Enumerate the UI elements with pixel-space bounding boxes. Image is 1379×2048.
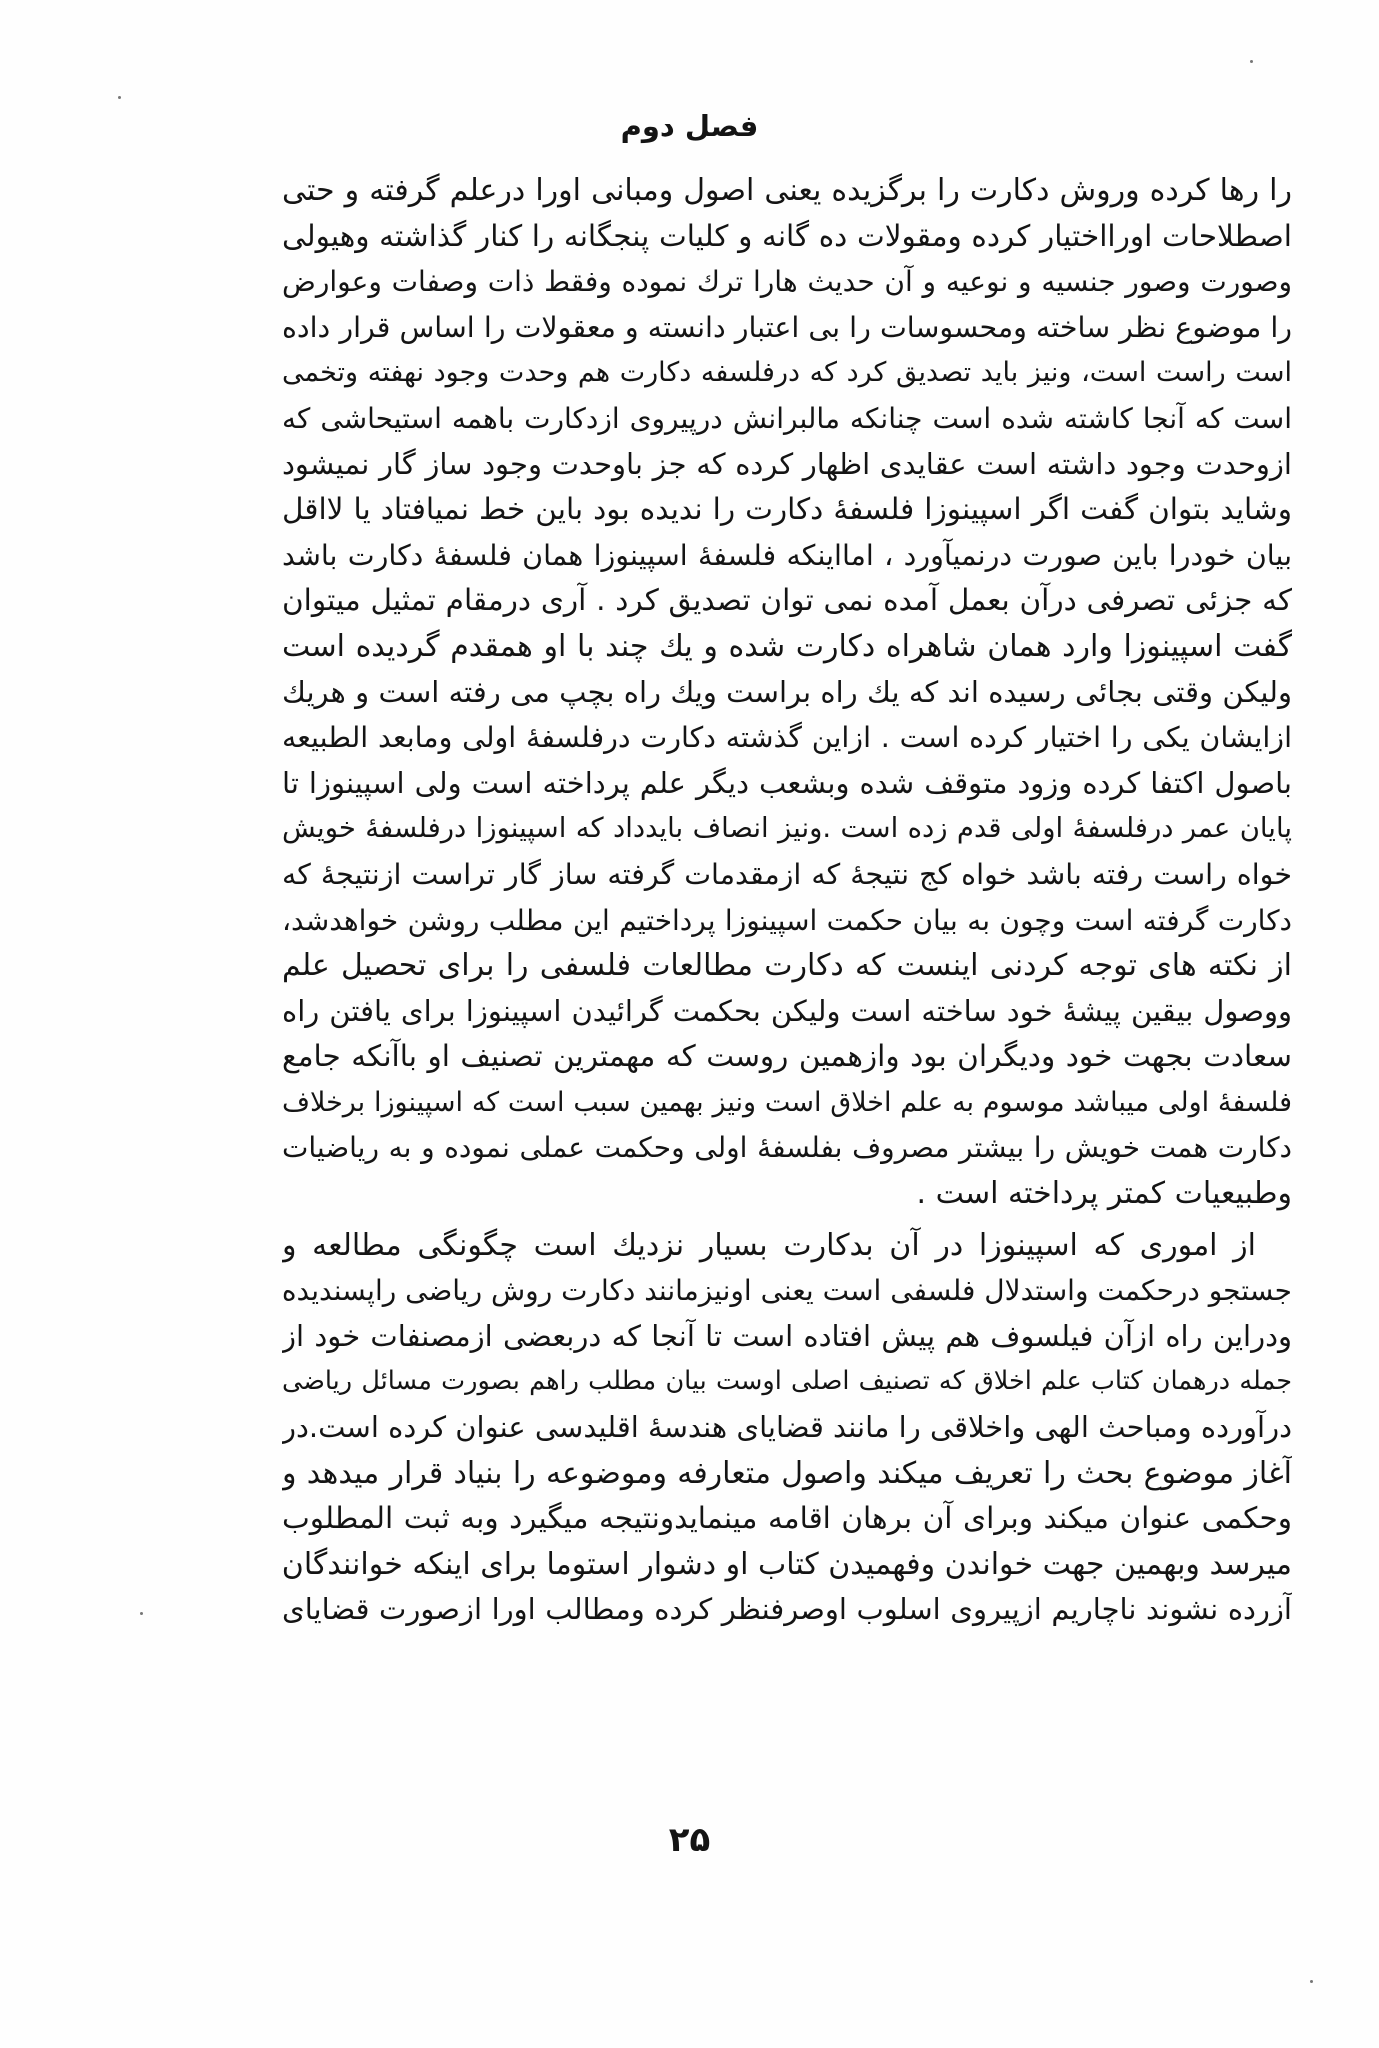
text-line: ودراین راه ازآن فیلسوف هم پیش افتاده است تا آنجا که دربعضی ازمصنفات خود از (282, 1318, 1292, 1353)
text-line: وطبیعیات کمتر پرداخته است . (916, 1176, 1292, 1212)
scan-speck (1310, 1980, 1313, 1983)
text-line: میرسد وبهمین جهت خواندن وفهمیدن کتاب او دشوار استوما برای اینکه خوانندگان (282, 1546, 1292, 1582)
text-line: وشاید بتوان گفت اگر اسپینوزا فلسفهٔ دکارت را ندیده بود باین خط نمیافتاد یا لااقل (282, 492, 1292, 527)
text-line: آغاز موضوع بحث را تعریف میکند واصول متعارفه وموضوعه را بنیاد قرار میدهد و (282, 1455, 1292, 1491)
text-line: گفت اسپینوزا وارد همان شاهراه دکارت شده و یك چند با او همقدم گردیده است (282, 628, 1292, 664)
text-line: وصورت وصور جنسیه و نوعیه و آن حدیث هارا ترك نموده وفقط ذات وصفات وعوارض (282, 265, 1292, 299)
text-line: ووصول بیقین پیشهٔ خود ساخته است ولیکن بحکمت گرائیدن اسپینوزا برای یافتن راه (282, 993, 1292, 1028)
scan-speck (1250, 60, 1253, 63)
text-line: ازایشان یکی را اختیار کرده است . ازاین گذشته دکارت درفلسفهٔ اولی ومابعد الطبیعه (282, 721, 1292, 755)
text-line: فلسفهٔ اولی میباشد موسوم به علم اخلاق است ونیز بهمین سبب است که اسپینوزا برخلاف (282, 1086, 1292, 1118)
text-line: اصطلاحات اورااختیار کرده ومقولات ده گانه و کلیات پنجگانه را کنار گذاشته وهیولی (282, 218, 1292, 253)
text-line: ازوحدت وجود داشته است عقایدی اظهار کرده که جز باوحدت وجود ساز گار نمیشود (282, 446, 1292, 481)
text-line: را رها کرده وروش دکارت را برگزیده یعنی اصول ومبانی اورا درعلم گرفته و حتی (282, 173, 1292, 208)
chapter-title: فصل دوم (620, 109, 759, 143)
scan-speck (140, 1612, 143, 1615)
page-number: ۲۵ (668, 1820, 711, 1860)
text-line: خواه راست رفته باشد خواه کج نتیجهٔ که ازمقدمات گرفته ساز گار تراست ازنتیجهٔ که (282, 857, 1292, 891)
text-line: آزرده نشوند ناچاریم ازپیروی اسلوب اوصرفنظر کرده ومطالب اورا ازصورت قضایای (282, 1592, 1292, 1627)
text-line: پایان عمر درفلسفهٔ اولی قدم زده است .ونیز انصاف بایدداد که اسپینوزا درفلسفهٔ خویش (282, 812, 1292, 845)
text-line: را موضوع نظر ساخته ومحسوسات را بی اعتبار دانسته و معقولات را اساس قرار داده (282, 310, 1292, 344)
text-line: از اموری که اسپینوزا در آن بدکارت بسیار نزدیك است چگونگی مطالعه و (282, 1227, 1256, 1263)
text-line: باصول اکتفا کرده وزود متوقف شده وبشعب دیگر علم پرداخته است ولی اسپینوزا تا (282, 765, 1292, 800)
text-line: دکارت گرفته است وچون به بیان حکمت اسپینوزا پرداختیم این مطلب روشن خواهدشد، (282, 903, 1292, 937)
text-line: ولیکن وقتی بجائی رسیده اند که یك راه براست ویك راه بچپ می رفته است و هریك (282, 674, 1292, 709)
text-line: که جزئی تصرفی درآن بعمل آمده نمی توان تصدیق کرد . آری درمقام تمثیل میتوان (282, 583, 1292, 618)
text-line: جمله درهمان کتاب علم اخلاق که تصنیف اصلی اوست بیان مطلب راهم بصورت مسائل ریاضی (282, 1366, 1292, 1397)
text-line: است راست است، ونیز باید تصدیق کرد که درفلسفه دکارت هم وحدت وجود نهفته وتخمی (282, 357, 1292, 389)
scan-speck (118, 96, 121, 99)
text-line: وحکمی عنوان میکند وبرای آن برهان اقامه مینمایدونتیجه میگیرد وبه ثبت المطلوب (282, 1501, 1292, 1536)
text-line: جستجو درحکمت واستدلال فلسفی است یعنی اونیزمانند دکارت روش ریاضی راپسندیده (282, 1274, 1292, 1308)
text-line: دکارت همت خویش را بیشتر مصروف بفلسفهٔ اولی وحکمت عملی نموده و به ریاضیات (282, 1131, 1292, 1165)
body-text (282, 168, 1292, 1633)
text-line: سعادت بجهت خود ودیگران بود وازهمین روست که مهمترین تصنیف او باآنکه جامع (282, 1039, 1292, 1074)
text-line: است که آنجا کاشته شده است چنانکه مالبرانش درپیروی ازدکارت باهمه استیحاشی که (282, 401, 1292, 435)
text-line: بیان خودرا باین صورت درنمیآورد ، امااینکه فلسفهٔ اسپینوزا همان فلسفهٔ دکارت باشد (282, 538, 1292, 572)
text-line: از نکته های توجه کردنی اینست که دکارت مطالعات فلسفی را برای تحصیل علم (282, 948, 1292, 984)
text-line: درآورده ومباحث الهی واخلاقی را مانند قضایای هندسهٔ اقلیدسی عنوان کرده است.در (282, 1410, 1292, 1445)
